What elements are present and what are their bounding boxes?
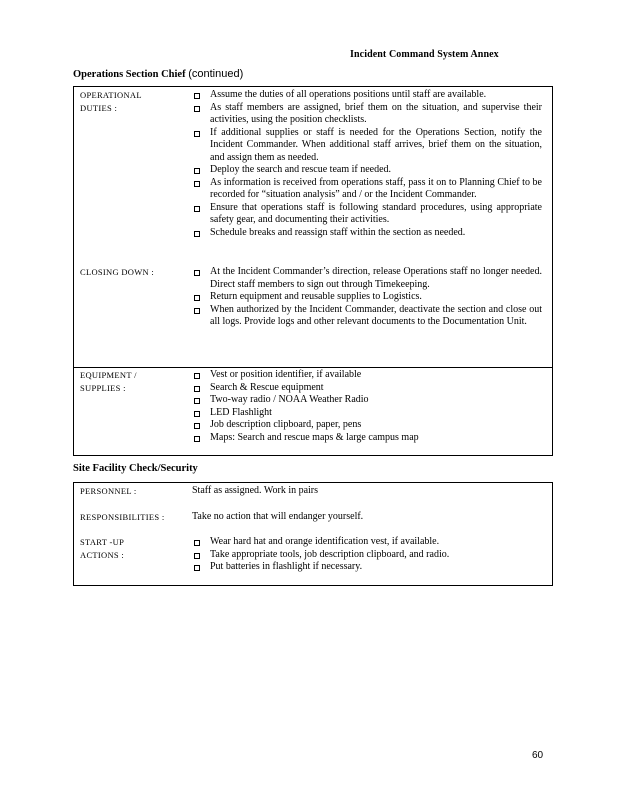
equipment-label-line2: SUPPLIES : bbox=[80, 382, 126, 393]
list-item: Vest or position identifier, if available bbox=[192, 369, 542, 382]
list-item: Ensure that operations staff is following standard procedures, using appropriate safety gear, and documenting their activities. bbox=[192, 202, 542, 227]
ops-section-title bbox=[73, 68, 243, 80]
equipment-list bbox=[192, 369, 542, 444]
list-item: Job description clipboard, paper, pens bbox=[192, 419, 542, 432]
list-item: Wear hard hat and orange identification vest, if available. bbox=[192, 536, 542, 549]
list-item: Take appropriate tools, job description clipboard, and radio. bbox=[192, 549, 542, 562]
list-item: Put batteries in flashlight if necessary. bbox=[192, 561, 542, 574]
site-table bbox=[73, 482, 553, 586]
document-header: Incident Command System Annex bbox=[350, 49, 499, 60]
equipment-row bbox=[74, 367, 552, 456]
list-item: If additional supplies or staff is needed for the Operations Section, notify the Incident Commander. When additional staff arrives, brief them on the situation, and assign them as needed. bbox=[192, 127, 542, 165]
list-item: Return equipment and reusable supplies to Logistics. bbox=[192, 291, 542, 304]
ops-title-text: Operations Section Chief bbox=[73, 69, 186, 80]
list-item: At the Incident Commander’s direction, release Operations staff no longer needed. Direct staff members to sign out through Timekeeping. bbox=[192, 266, 542, 291]
responsibilities-value: Take no action that will endanger yourself. bbox=[192, 511, 364, 522]
closing-down-list bbox=[192, 266, 542, 329]
ops-title-continued: (continued) bbox=[188, 68, 244, 80]
list-item: Maps: Search and rescue maps & large campus map bbox=[192, 432, 542, 445]
startup-label-line2: ACTIONS : bbox=[80, 549, 125, 560]
closing-down-label: CLOSING DOWN : bbox=[80, 267, 155, 277]
page-number: 60 bbox=[532, 750, 544, 761]
ops-table bbox=[73, 86, 553, 456]
list-item: Assume the duties of all operations positions until staff are available. bbox=[192, 89, 542, 102]
personnel-label: PERSONNEL : bbox=[80, 486, 137, 496]
site-section-title: Site Facility Check/Security bbox=[73, 463, 198, 474]
startup-label-line1: START -UP bbox=[80, 537, 125, 547]
list-item: As information is received from operations staff, pass it on to Planning Chief to be recorded for “situation analysis” and / or the Incident Commander. bbox=[192, 177, 542, 202]
startup-label bbox=[80, 536, 124, 561]
equipment-label-line1: EQUIPMENT / bbox=[80, 370, 137, 380]
operational-duties-list bbox=[192, 89, 542, 239]
startup-list bbox=[192, 536, 542, 574]
operational-duties-label: OPERATIONAL DUTIES : bbox=[80, 90, 142, 113]
list-item: LED Flashlight bbox=[192, 407, 542, 420]
responsibilities-label: RESPONSIBILITIES : bbox=[80, 512, 165, 522]
personnel-value: Staff as assigned. Work in pairs bbox=[192, 485, 319, 496]
ops-duties-row bbox=[74, 87, 552, 367]
list-item: Schedule breaks and reassign staff within the section as needed. bbox=[192, 227, 542, 240]
list-item: Deploy the search and rescue team if needed. bbox=[192, 164, 542, 177]
list-item: Search & Rescue equipment bbox=[192, 382, 542, 395]
list-item: When authorized by the Incident Commander, deactivate the section and close out all logs. Provide logs and other relevant documents to the Documentation Unit. bbox=[192, 304, 542, 329]
list-item: As staff members are assigned, brief them on the situation, and supervise their activities, using the position checklists. bbox=[192, 102, 542, 127]
list-item: Two-way radio / NOAA Weather Radio bbox=[192, 394, 542, 407]
equipment-label bbox=[80, 369, 137, 394]
